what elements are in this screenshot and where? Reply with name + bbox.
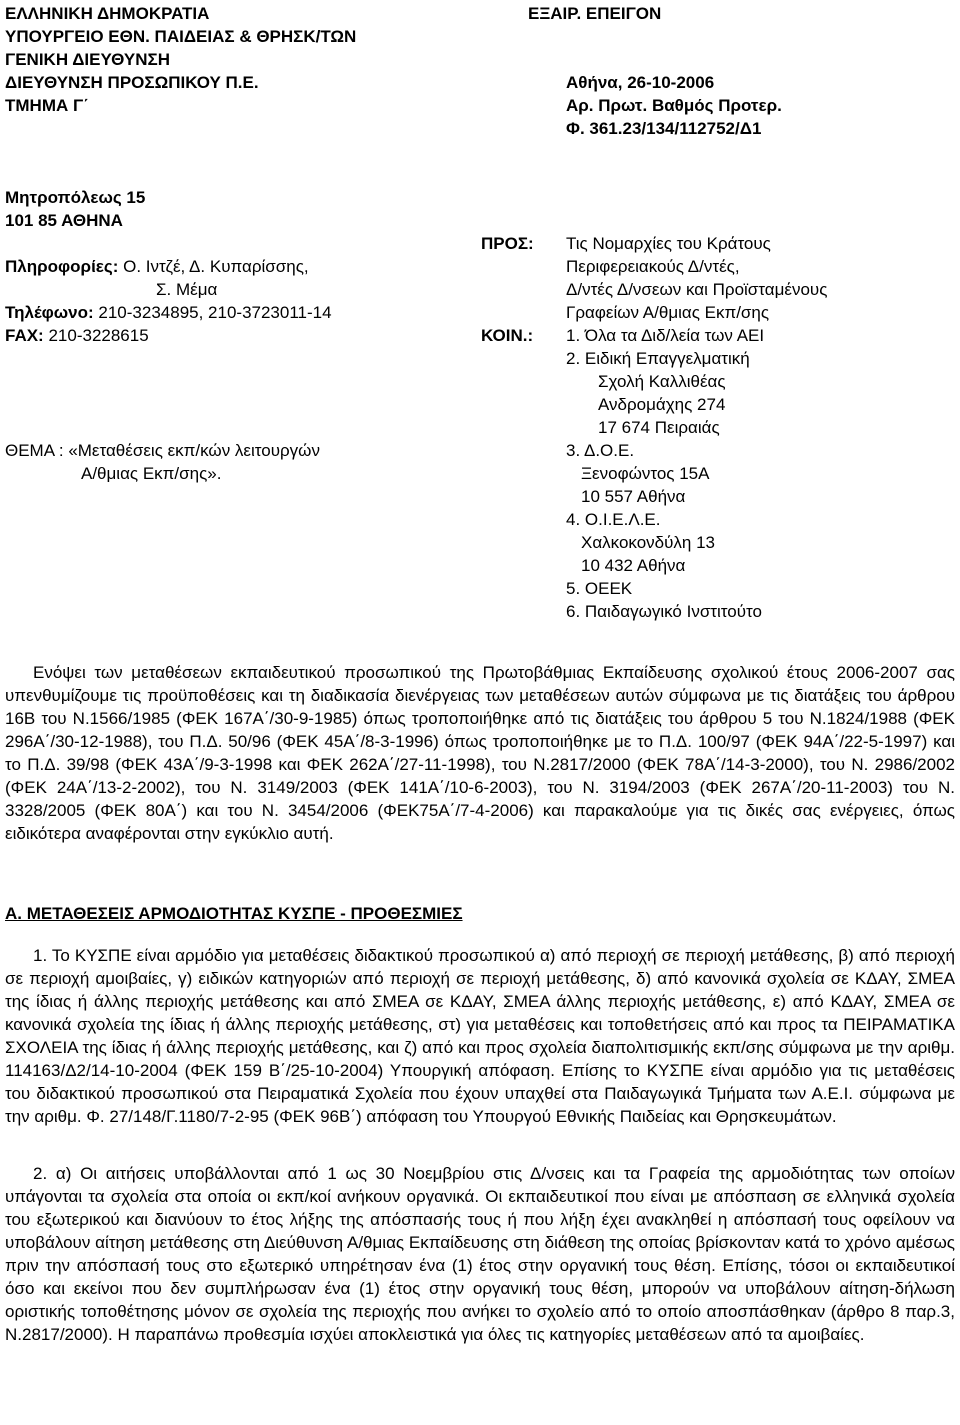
cc-item-address: 10 557 Αθήνα (581, 487, 686, 506)
address-city: 101 85 ΑΘΗΝΑ (5, 211, 123, 230)
cc-item: 5. ΟΕΕΚ (566, 579, 633, 598)
info-label: Πληροφορίες: (5, 257, 119, 276)
subject-text: «Μεταθέσεις εκπ/κών λειτουργών (68, 441, 320, 460)
info-names-cont: Σ. Μέμα (156, 280, 218, 299)
info-names: Ο. Ιντζέ, Δ. Κυπαρίσσης, (123, 257, 309, 276)
protocol-line: Αρ. Πρωτ. Βαθμός Προτερ. (566, 96, 782, 115)
directorate-line: ΔΙΕΥΘΥΝΣΗ ΠΡΟΣΩΠΙΚΟΥ Π.Ε. (5, 73, 259, 92)
fax-value: 210-3228615 (48, 326, 149, 345)
to-recipients (566, 232, 827, 324)
subject-block (5, 439, 320, 485)
cc-item: 3. Δ.Ο.Ε. (566, 441, 635, 460)
department-line: ΤΜΗΜΑ Γ΄ (5, 96, 89, 115)
cc-item-address: Χαλκοκονδύλη 13 (581, 533, 716, 552)
urgency-label: ΕΞΑΙΡ. ΕΠΕΙΓΟΝ (528, 4, 662, 23)
ministry-line: ΥΠΟΥΡΓΕΙΟ ΕΘΝ. ΠΑΙΔΕΙΑΣ & ΘΡΗΣΚ/ΤΩΝ (5, 27, 357, 46)
cc-item: 6. Παιδαγωγικό Ινστιτούτο (566, 602, 762, 621)
to-line: Τις Νομαρχίες του Κράτους (566, 234, 771, 253)
fax-label: FAX: (5, 326, 44, 345)
phone-label: Τηλέφωνο: (5, 303, 94, 322)
cc-label: ΚΟΙΝ.: (481, 326, 534, 345)
to-label: ΠΡΟΣ: (481, 234, 534, 253)
paragraph-1: 1. Το ΚΥΣΠΕ είναι αρμόδιο για μεταθέσεις διδακτικού προσωπικού α) από περιοχή σε περιοχή μετάθεσης, β) από περιοχή σε περιοχή αμοιβαίες, γ) ειδικών κατηγοριών από περιοχή σε περιοχή μετάθεσης, δ) από κανονικά σχολεία σε ΚΔΑΥ, ΣΜΕΑ της ίδιας ή άλλης περιοχής μετάθεσης και από ΣΜΕΑ σε ΚΔΑΥ, ΣΜΕΑ άλλης περιοχής μετάθεσης, ε) από ΚΔΑΥ, ΣΜΕΑ σε κανονικά σχολεία της ίδιας ή άλλης περιοχής μετάθεσης, στ) για μεταθέσεις και τοποθετήσεις από και προς τα ΠΕΙΡΑΜΑΤΙΚΑ ΣΧΟΛΕΙΑ της ίδιας ή άλλης περιοχής μετάθεσης, και ζ) από και προς σχολεία διαπολιτισμικής εκπ/σης σύμφωνα με την αριθμ. 114163/Δ2/14-10-2004 (ΦΕΚ 159 Β΄/25-10-2004) Υπουργική απόφαση. Επίσης το ΚΥΣΠΕ είναι αρμόδιο για τις μεταθέσεις του διδακτικού προσωπικού στα Πειραματικά Σχολεία που έχουν υπαχθεί στα Παιδαγωγικά Τμήματα των Α.Ε.Ι. σύμφωνα με την αριθμ. Φ. 27/148/Γ.1180/7-2-95 (ΦΕΚ 96Β΄) απόφαση του Υπουργού Εθνικής Παιδείας και Θρησκευμάτων. (5, 946, 955, 1126)
cc-item-address: 17 674 Πειραιάς (598, 418, 720, 437)
cc-item-address: Σχολή Καλλιθέας (598, 372, 726, 391)
subject-label: ΘΕΜΑ : (5, 441, 64, 460)
cc-item-address: Ξενοφώντος 15Α (581, 464, 710, 483)
to-line: Γραφείων Α/θμιας Εκπ/σης (566, 303, 770, 322)
cc-item: 4. Ο.Ι.Ε.Λ.Ε. (566, 510, 661, 529)
paragraph-2: 2. α) Οι αιτήσεις υποβάλλονται από 1 ως 30 Νοεμβρίου στις Δ/νσεις και τα Γραφεία της αρμοδιότητας των οποίων υπάγονται τα σχολεία στα οποία οι εκπ/κοί ανήκουν οργανικά. Οι εκπαιδευτικοί που είναι με απόσπαση σε ελληνικά σχολεία του εξωτερικού και διανύουν το έτος λήξης της απόσπασής τους ή που λήξη έχει ανακληθεί η απόσπασή τους οφείλουν να υποβάλουν αίτηση μετάθεσης στη Διεύθυνση Α/θμιας Εκπαίδευσης στη διάθεση της οποίας βρίσκονταν κατά το χρόνο αμέσως πριν την απόσπασή τους στο εξωτερικό υπηρέτησαν ένα (1) έτος στην οργανική τους θέση. Επίσης, τόσοι οι εκπαιδευτικοί όσο και εκείνοι που δεν συμπλήρωσαν ένα (1) έτος στην οργανική τους θέση, μπορούν να υποβάλουν αίτηση-δήλωση οριστικής τοποθέτησης μόνον σε σχολεία της περιοχής που ανήκει το σχολείο από το οποίο αποσπάσθηκαν (άρθρο 8 παρ.3, Ν.2817/2000). Η παραπάνω προθεσμία ισχύει αποκλειστικά για όλες τις κατηγορίες μεταθέσεων από τα αμοιβαίες. (5, 1164, 955, 1344)
intro-paragraph: Ενόψει των μεταθέσεων εκπαιδευτικού προσωπικού της Πρωτοβάθμιας Εκπαίδευσης σχολικού έτους 2006-2007 σας υπενθυμίζουμε τις προϋποθέσεις και τη διαδικασία διενέργειας των μεταθέσεων αυτών σύμφωνα με τις διατάξεις του άρθρου 16Β του Ν.1566/1985 (ΦΕΚ 167Α΄/30-9-1985) όπως τροποποιήθηκε από τις διατάξεις του άρθρου 5 του Ν.1824/1988 (ΦΕΚ 296Α΄/30-12-1988), του Π.Δ. 50/96 (ΦΕΚ 45Α΄/8-3-1996) όπως τροποποιήθηκε με το Π.Δ. 100/97 (ΦΕΚ 94Α΄/22-5-1997) και το Π.Δ. 39/98 (ΦΕΚ 43Α΄/9-3-1998 και ΦΕΚ 262Α΄/27-11-1998), του Ν.2817/2000 (ΦΕΚ 78Α΄/14-3-2000), του Ν. 2986/2002 (ΦΕΚ 24Α΄/13-2-2002), του Ν. 3149/2003 (ΦΕΚ 141Α΄/10-6-2003), του Ν. 3194/2003 (ΦΕΚ 267Α΄/20-11-2003) του Ν. 3328/2005 (ΦΕΚ 80Α΄) και του Ν. 3454/2006 (ΦΕΚ75Α΄/7-4-2006) και παρακαλούμε για τις δικές σας ενέργειες, όπως ειδικότερα αναφέρονται στην εγκύκλιο αυτή. (5, 663, 955, 843)
cc-item-address: Ανδρομάχης 274 (598, 395, 726, 414)
subject-text-cont: Α/θμιας Εκπ/σης». (81, 464, 222, 483)
cc-list (566, 324, 764, 623)
country-line: ΕΛΛΗΝΙΚΗ ΔΗΜΟΚΡΑΤΙΑ (5, 4, 210, 23)
phone-value: 210-3234895, 210-3723011-14 (98, 303, 332, 322)
cc-item: 2. Ειδική Επαγγελματική (566, 349, 750, 368)
to-line: Δ/ντές Δ/νσεων και Προϊσταμένους (566, 280, 828, 299)
general-directorate-line: ΓΕΝΙΚΗ ΔΙΕΥΘΥΝΣΗ (5, 50, 171, 69)
info-block (5, 255, 332, 347)
cc-item-address: 10 432 Αθήνα (581, 556, 686, 575)
to-line: Περιφερειακούς Δ/ντές, (566, 257, 740, 276)
section-title: Α. ΜΕΤΑΘΕΣΕΙΣ ΑΡΜΟΔΙΟΤΗΤΑΣ ΚΥΣΠΕ - ΠΡΟΘΕΣΜΙΕΣ (5, 904, 463, 923)
reference-number: Φ. 361.23/134/112752/Δ1 (566, 119, 762, 138)
header-left-block (5, 2, 356, 117)
address-street: Μητροπόλεως 15 (5, 188, 146, 207)
date-line: Αθήνα, 26-10-2006 (566, 73, 715, 92)
address-block (5, 186, 145, 232)
cc-item: 1. Όλα τα Διδ/λεία των ΑΕΙ (566, 326, 765, 345)
header-right-block (566, 71, 782, 140)
